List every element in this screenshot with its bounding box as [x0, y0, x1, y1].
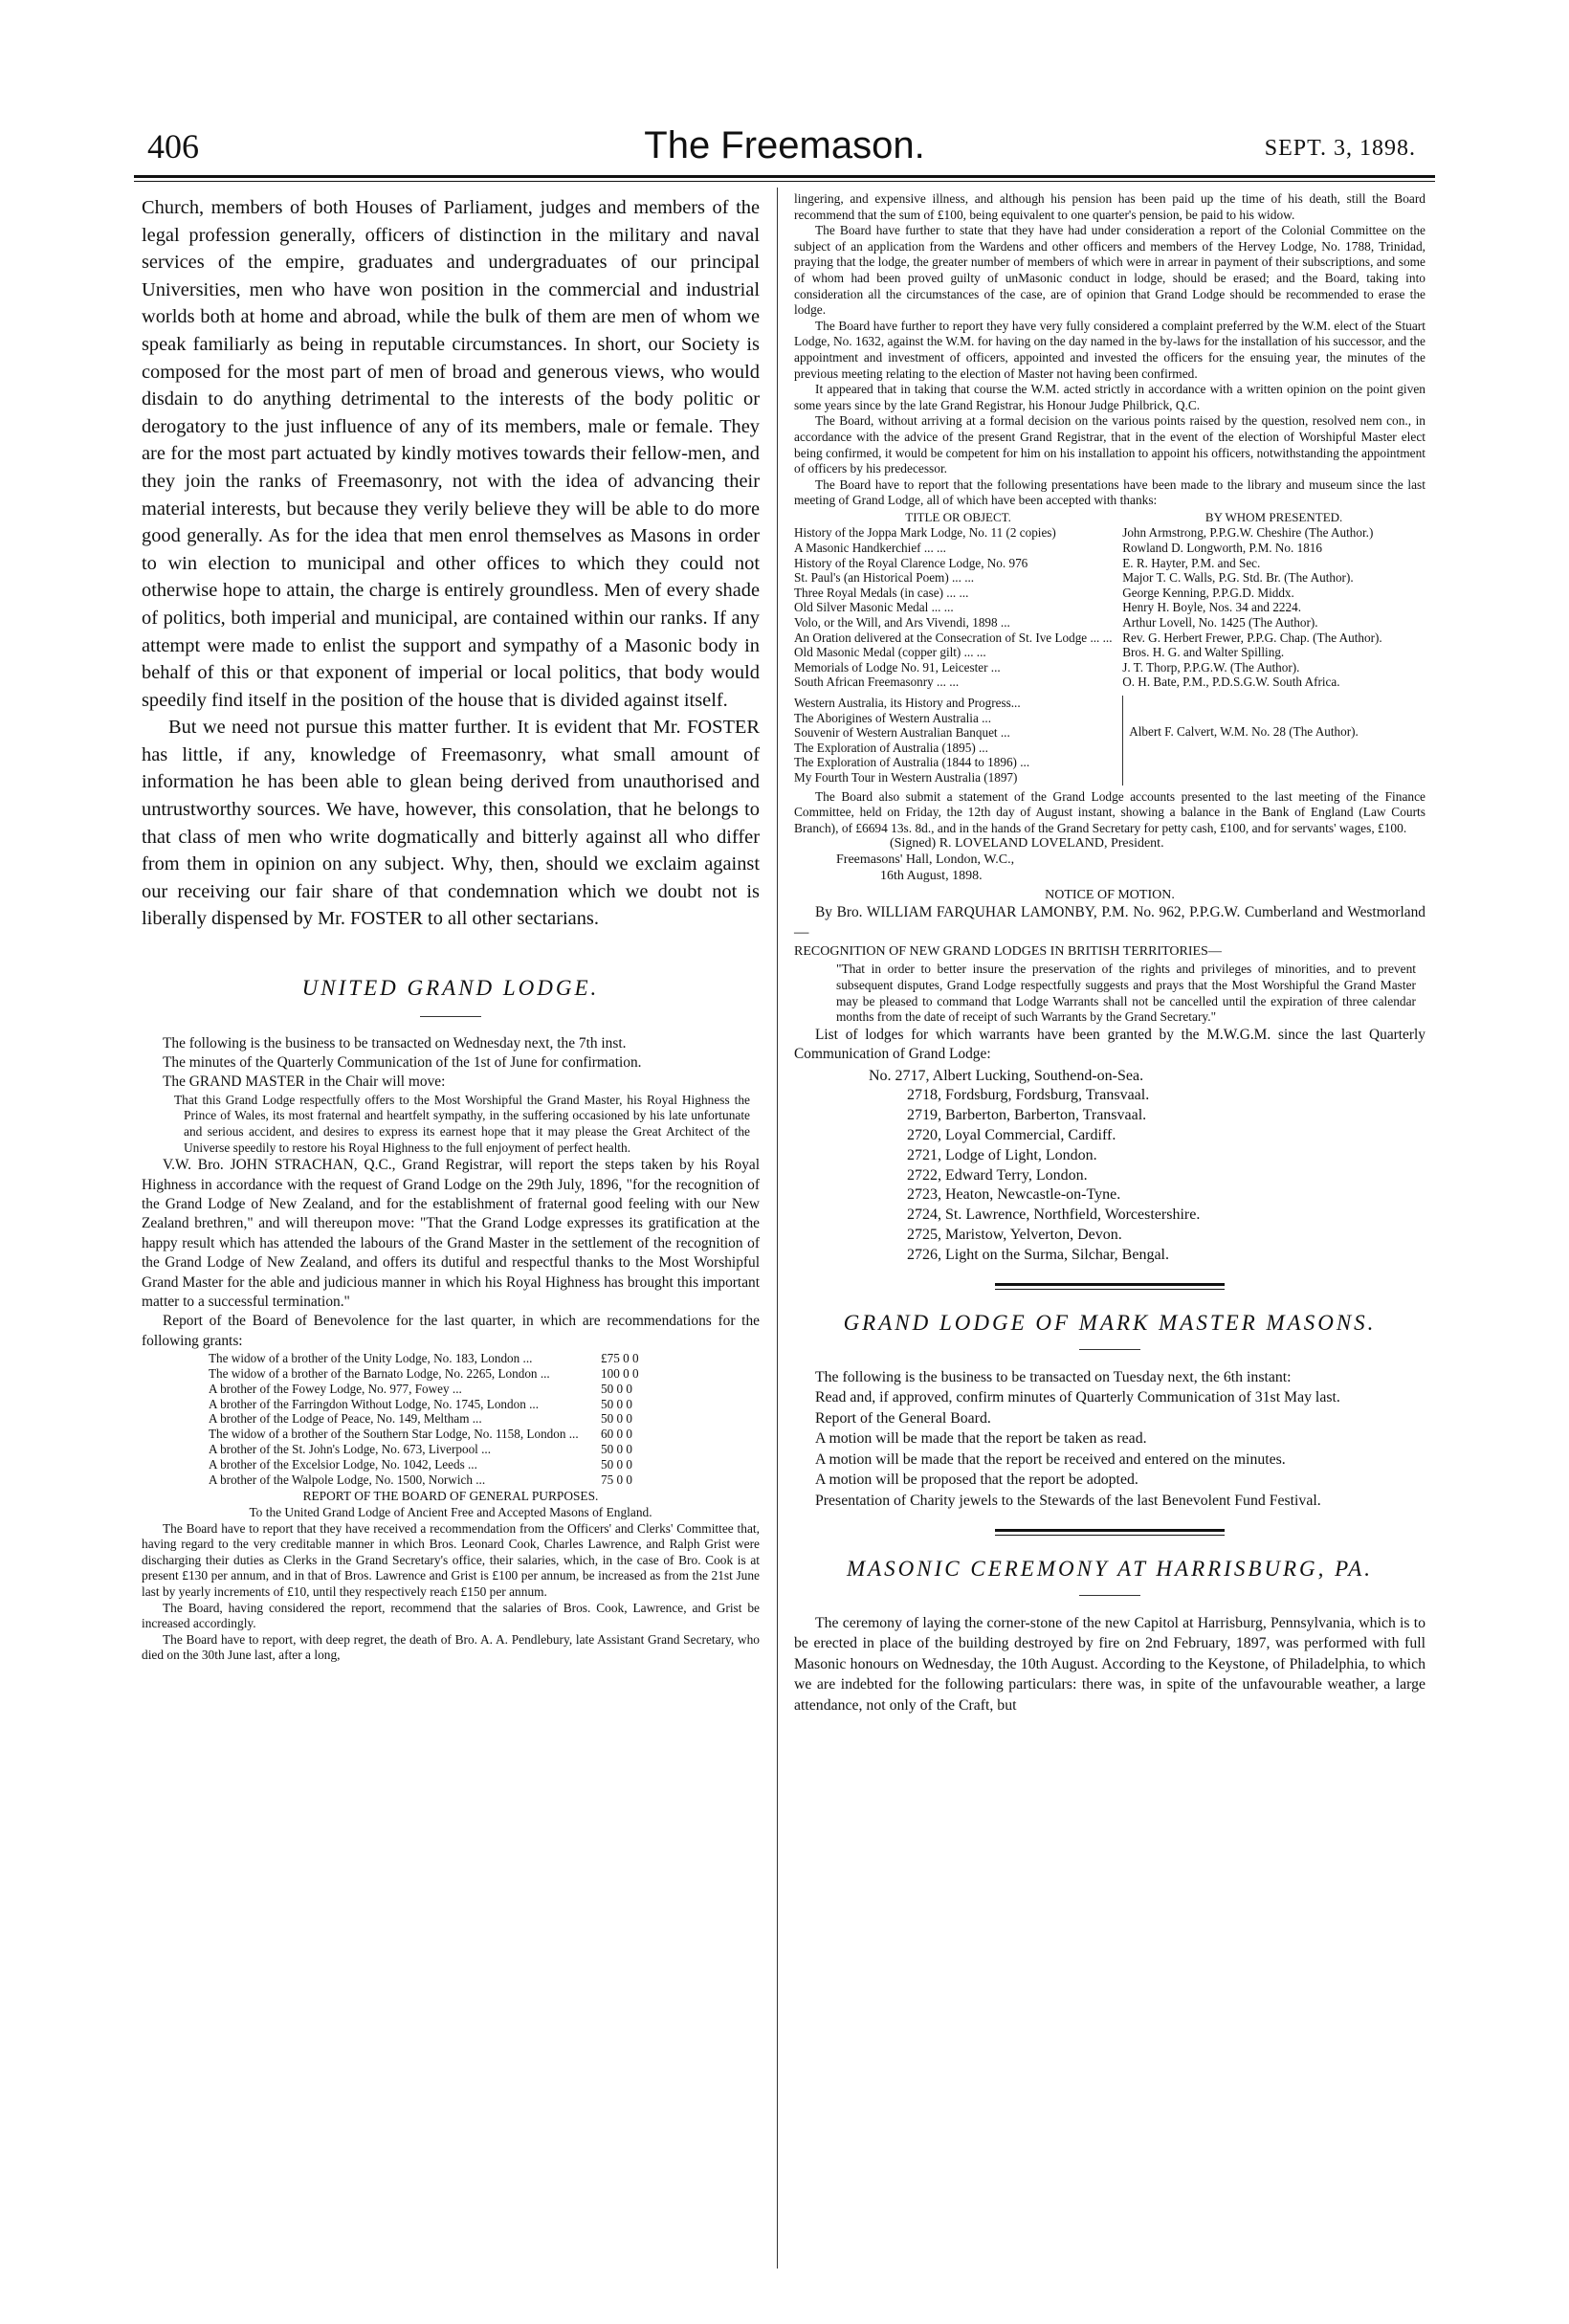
mark-paragraph: A motion will be proposed that the report be adopted. — [815, 1472, 1138, 1489]
lodge-item: 2722, Edward Terry, London. — [907, 1166, 1088, 1184]
presentation-row — [794, 660, 1425, 675]
presentations-table — [794, 509, 1425, 690]
lodge-list — [869, 1067, 1425, 1266]
presentation-donor: Rev. G. Herbert Frewer, P.P.G. Chap. (The Author). — [1122, 630, 1382, 645]
section-heading-harrisburg: MASONIC CEREMONY AT HARRISBURG, PA. — [846, 1556, 1374, 1581]
masthead-rule-thin — [134, 181, 1435, 182]
publication-title: The Freemason. — [644, 124, 925, 166]
report-paragraph: lingering, and expensive illness, and although his pension has been paid up the time of his death, still the Board recommend that the sum of £100, being equivalent to one quarter's pension, be paid to his widow. — [794, 191, 1425, 222]
registrar-block — [142, 1156, 760, 1351]
presentation-row — [794, 600, 1425, 615]
presentation-title: Three Royal Medals (in case) ... ... — [794, 585, 969, 600]
notice-by: By Bro. WILLIAM FARQUHAR LAMONBY, P.M. No. 962, P.P.G.W. Cumberland and Westmorland— — [794, 904, 1425, 941]
lodge-item: 2724, St. Lawrence, Northfield, Worcestershire. — [907, 1206, 1201, 1224]
masthead-rule — [134, 175, 1435, 178]
mark-paragraph: A motion will be made that the report be received and entered on the minutes. — [815, 1450, 1286, 1468]
benevolence-intro: Report of the Board of Benevolence for the last quarter, in which are recommendations for the following grants: — [142, 1313, 760, 1349]
united-grand-lodge-body — [142, 1034, 760, 1093]
report-continued — [794, 191, 1425, 509]
grant-amount: 75 0 0 — [601, 1472, 632, 1487]
motion-text: That this Grand Lodge respectfully offers to the Most Worshipful the Grand Master, his Royal Highness the Prince of Wales, its most fraternal and heartfelt sympathy, in the suffering occasioned by his late unfortunate and serious accident, and desires to express its earnest hope that it may please the Great Architect of the Universe speedily to restore his Royal Highness to the full enjoyment of perfect health. — [174, 1092, 750, 1155]
general-purposes-salute: To the United Grand Lodge of Ancient Free and Accepted Masons of England. — [249, 1505, 652, 1520]
grant-row — [209, 1427, 706, 1442]
presentation-donor: J. T. Thorp, P.P.G.W. (The Author). — [1122, 659, 1300, 675]
presentation-title: Memorials of Lodge No. 91, Leicester ... — [794, 659, 1001, 675]
grant-amount: 50 0 0 — [601, 1411, 632, 1427]
presentation-row — [794, 556, 1425, 571]
agenda-paragraph: The following is the business to be transacted on Wednesday next, the 7th inst. — [163, 1034, 627, 1051]
grant-recipient: A brother of the Fowey Lodge, No. 977, Fowey ... — [209, 1381, 462, 1396]
presentation-donor: Bros. H. G. and Walter Spilling. — [1122, 645, 1285, 660]
notice-block — [794, 903, 1425, 962]
western-australia-item: The Aborigines of Western Australia ... — [794, 710, 991, 725]
western-australia-item: My Fourth Tour in Western Australia (1897) — [794, 769, 1018, 785]
mark-paragraph: The following is the business to be transacted on Tuesday next, the 6th instant: — [815, 1368, 1292, 1385]
grant-recipient: A brother of the Lodge of Peace, No. 149, Meltham ... — [209, 1411, 482, 1427]
grant-recipient: A brother of the Excelsior Lodge, No. 1042, Leeds ... — [209, 1456, 477, 1472]
report-paragraph: The Board, without arriving at a formal decision on the various points raised by the question, resolved nem con., in accordance with the advice of the present Grand Registrar, that in the event of the election of Worshipful Master elect being confirmed, it would be competent for him on his installation to appoint his officers, notwithstanding the appointment of officers by his predecessor. — [794, 413, 1425, 476]
lodge-item: 2721, Lodge of Light, London. — [907, 1146, 1097, 1163]
grant-recipient: The widow of a brother of the Unity Lodge, No. 183, London ... — [209, 1351, 533, 1366]
western-australia-item: The Exploration of Australia (1844 to 1896) ... — [794, 755, 1030, 770]
article-paragraph: Church, members of both Houses of Parliament, judges and members of the legal profession generally, officers of distinction in the military and naval services of the empire, graduates and undergraduates of our principal Universities, men who have won position in the commercial and industrial worlds both at home and abroad, while the bulk of them are men of whom we speak familiarly as being in reputable circumstances. In short, our Society is composed for the most part of men of broad and generous views, who would disdain to do anything detrimental to the interests of the body politic or derogatory to the just influence of any of its members, male or female. They are for the most part actuated by kindly motives towards their fellow-men, and they join the ranks of Freemasonry, not with the idea of advancing their material interests, but because they verily believe they will be able to do more good generally. As for the idea that men enrol themselves as Masons in order to win election to municipal and other offices to which they could not otherwise hope to attain, the charge is entirely groundless. Men of every shade of politics, both imperial and municipal, are contained within our ranks. If any attempt were made to enlist the support and sympathy of a Masonic body in behalf of this or that exponent of imperial or local politics, that body would speedily find itself in the position of the house that is divided against itself. — [142, 197, 760, 711]
grant-row — [209, 1472, 706, 1488]
mark-paragraph: Report of the General Board. — [815, 1409, 991, 1427]
accounts-block — [794, 789, 1425, 885]
report-paragraph: It appeared that in taking that course the W.M. acted strictly in accordance with a written opinion on the point given some years since by the late Grand Registrar, his Honour Judge Philbrick, Q.C. — [794, 382, 1425, 412]
lodge-item: No. 2717, Albert Lucking, Southend-on-Sea. — [869, 1067, 1144, 1084]
report-paragraph: The Board have to report that the following presentations have been made to the library and museum since the last meeting of Grand Lodge, all of which have been accepted with thanks: — [794, 476, 1425, 508]
mark-masons-body — [794, 1367, 1425, 1512]
grant-amount: 50 0 0 — [601, 1442, 632, 1457]
section-double-rule — [995, 1529, 1225, 1536]
lodge-item: 2725, Maristow, Yelverton, Devon. — [907, 1226, 1122, 1243]
report-paragraph: The Board have further to report they have very fully considered a complaint preferred by the W.M. elect of the Stuart Lodge, No. 1632, against the W.M. for having on the day named in the by-laws for the installation of his successor, and the appointment and investment of officers, appointed and invested the officers for the ensuing year, the minutes of the previous meeting relating to the election of Master not having been confirmed. — [794, 318, 1425, 381]
presentation-donor: O. H. Bate, P.M., P.D.S.G.W. South Africa. — [1122, 675, 1340, 690]
grant-row — [209, 1457, 706, 1472]
presentation-title: South African Freemasonry ... ... — [794, 675, 960, 690]
grant-recipient: A brother of the St. John's Lodge, No. 673, Liverpool ... — [209, 1442, 492, 1457]
lodge-item: 2723, Heaton, Newcastle-on-Tyne. — [907, 1186, 1121, 1204]
grant-recipient: The widow of a brother of the Barnato Lodge, No. 2265, London ... — [209, 1366, 550, 1382]
presentation-title: St. Paul's (an Historical Poem) ... ... — [794, 570, 975, 586]
page-number: 406 — [147, 127, 199, 166]
harrisburg-paragraph: The ceremony of laying the corner-stone of the new Capitol at Harrisburg, Pennsylvania, which is to be erected in place of the building destroyed by fire on 2nd February, 1897, was performed with full Masonic honours on Wednesday, the 10th August. According to the Keystone, of Philadelphia, to which we are indebted for the following particulars: there was, in spite of the unfavourable weather, a large attendance, not only of the Craft, but — [794, 1614, 1425, 1715]
agenda-paragraph: The minutes of the Quarterly Communication of the 1st of June for confirmation. — [163, 1054, 642, 1072]
grant-amount: £75 0 0 — [601, 1351, 639, 1366]
western-australia-item: The Exploration of Australia (1895) ... — [794, 740, 988, 755]
presentation-row — [794, 525, 1425, 541]
right-column — [794, 191, 1425, 1716]
presentation-donor: Major T. C. Walls, P.G. Std. Br. (The Author). — [1122, 570, 1354, 586]
grant-amount: 50 0 0 — [601, 1456, 632, 1472]
grant-row — [209, 1351, 706, 1366]
presentation-title: Volo, or the Will, and Ars Vivendi, 1898 ... — [794, 615, 1010, 631]
grant-amount: 60 0 0 — [601, 1427, 632, 1442]
mark-paragraph: Presentation of Charity jewels to the Stewards of the last Benevolent Fund Festival. — [815, 1493, 1321, 1510]
grants-table — [209, 1351, 706, 1487]
presentation-title: History of the Joppa Mark Lodge, No. 11 (2 copies) — [794, 525, 1056, 541]
presentation-row — [794, 645, 1425, 660]
report-paragraph: The Board have further to state that they have had under consideration a report of the Colonial Committee on the subject of an application from the Wardens and other officers and members of the Hervey Lodge, No. 1788, Trinidad, praying that the lodge, the greater number of members of which were in arrear in payment of their subscriptions, and some of whom had been proved guilty of unMasonic conduct in lodge, should be erased; and the Board, taking into consideration all the circumstances of the case, are of opinion that Grand Lodge should be recommended to erase the lodge. — [794, 223, 1425, 318]
western-australia-donor: Albert F. Calvert, W.M. No. 28 (The Author). — [1129, 724, 1359, 739]
grant-recipient: A brother of the Farringdon Without Lodge, No. 1745, London ... — [209, 1396, 539, 1411]
mark-paragraph: Read and, if approved, confirm minutes of Quarterly Communication of 31st May last. — [815, 1389, 1340, 1406]
report-paragraph: The Board, having considered the report, recommend that the salaries of Bros. Cook, Lawrence, and Grist be increased accordingly. — [142, 1600, 760, 1631]
section-rule — [420, 1016, 481, 1017]
recognition-heading: RECOGNITION OF NEW GRAND LODGES IN BRITISH TERRITORIES— — [794, 943, 1222, 959]
presentation-title: History of the Royal Clarence Lodge, No. 976 — [794, 555, 1028, 570]
presentation-donor: George Kenning, P.P.G.D. Middx. — [1122, 585, 1294, 600]
presentations-col-title: TITLE OR OBJECT. — [905, 509, 1011, 524]
notice-heading: NOTICE OF MOTION. — [1045, 888, 1175, 903]
western-australia-item: Souvenir of Western Australian Banquet ... — [794, 725, 1010, 741]
grant-row — [209, 1397, 706, 1412]
presentation-donor: E. R. Hayter, P.M. and Sec. — [1122, 555, 1261, 570]
presentation-row — [794, 675, 1425, 690]
presentation-row — [794, 570, 1425, 586]
warrants-block — [794, 1026, 1425, 1065]
report-paragraph: The Board have to report that they have received a recommendation from the Officers' and Clerks' Committee that, having regard to the very creditable manner in which Bros. Leonard Cook, Charles Lawrence, and Ralph Grist were discharging their duties as Clerks in the Grand Secretary's office, their salaries, which, in the case of Bro. Cook is at present £130 per annum, and in that of Bros. Lawrence and Grist is £100 per annum, be increased as from the 21st June last by yearly increments of £10, until they respectively reach £150 per annum. — [142, 1520, 760, 1600]
report-paragraph: The Board have to report, with deep regret, the death of Bro. A. A. Pendlebury, late Assistant Grand Secretary, who died on the 30th June last, after a long, — [142, 1631, 760, 1663]
general-purposes-heading: REPORT OF THE BOARD OF GENERAL PURPOSES. — [302, 1489, 599, 1504]
section-heading-mark-masons: GRAND LODGE OF MARK MASTER MASONS. — [843, 1310, 1377, 1335]
agenda-paragraph: The GRAND MASTER in the Chair will move: — [163, 1073, 446, 1091]
presentation-title: Old Silver Masonic Medal ... ... — [794, 600, 954, 615]
masthead — [134, 115, 1435, 172]
presentation-title: An Oration delivered at the Consecration of St. Ive Lodge ... ... — [794, 630, 1113, 645]
presentation-donor: Arthur Lovell, No. 1425 (The Author). — [1122, 615, 1318, 631]
address-date: 16th August, 1898. — [880, 868, 983, 883]
signature: (Signed) R. LOVELAND LOVELAND, President. — [890, 836, 1164, 852]
grant-row — [209, 1382, 706, 1397]
section-rule — [1079, 1349, 1140, 1350]
section-rule — [1079, 1595, 1140, 1596]
presentation-row — [794, 615, 1425, 631]
lodge-item: 2719, Barberton, Barberton, Transvaal. — [907, 1107, 1147, 1124]
grant-row — [209, 1366, 706, 1382]
lodge-item: 2720, Loyal Commercial, Cardiff. — [907, 1126, 1116, 1143]
address-line: Freemasons' Hall, London, W.C., — [836, 852, 1015, 867]
presentation-donor: Henry H. Boyle, Nos. 34 and 2224. — [1122, 600, 1301, 615]
presentation-row — [794, 541, 1425, 556]
grant-amount: 50 0 0 — [601, 1381, 632, 1396]
presentation-title: A Masonic Handkerchief ... ... — [794, 541, 946, 556]
western-australia-items — [794, 696, 1123, 786]
presentation-title: Old Masonic Medal (copper gilt) ... ... — [794, 645, 986, 660]
grant-row — [209, 1442, 706, 1457]
presentation-row — [794, 631, 1425, 646]
article-paragraph: But we need not pursue this matter further. It is evident that Mr. FOSTER has little, if any, knowledge of Freemasonry, what small amount of information he has been able to glean being derived from unauthorised and untrustworthy sources. We have, however, this consolation, that he belongs to that class of men who write dogmatically and bitterly against all who differ from them in opinion on any subject. Why, then, should we exclaim against our receiving our fair share of that condemnation which we doubt not is liberally dispensed by Mr. FOSTER to all other sectarians. — [142, 717, 760, 930]
section-heading-united-grand-lodge: UNITED GRAND LODGE. — [301, 976, 600, 1001]
grant-amount: 100 0 0 — [601, 1366, 639, 1382]
issue-date: SEPT. 3, 1898. — [1264, 136, 1416, 161]
general-purposes-body — [142, 1521, 760, 1664]
section-double-rule — [995, 1283, 1225, 1290]
recognition-text: "That in order to better insure the preservation of the rights and privileges of minorities, and to prevent subsequent disputes, Grand Lodge respectfully suggests and prays that the Most Worshipful the Grand Master may be pleased to command that Lodge Warrants shall not be cancelled until the expiration of three calendar months from the date of receipt of such Warrants by the Grand Secretary." — [836, 962, 1416, 1025]
grant-amount: 50 0 0 — [601, 1396, 632, 1411]
harrisburg-body — [794, 1613, 1425, 1716]
lodge-item: 2718, Fordsburg, Fordsburg, Transvaal. — [907, 1087, 1150, 1104]
grant-row — [209, 1411, 706, 1427]
lodge-item: 2726, Light on the Surma, Silchar, Bengal. — [907, 1246, 1169, 1263]
grant-recipient: The widow of a brother of the Southern Star Lodge, No. 1158, London ... — [209, 1427, 579, 1442]
western-australia-item: Western Australia, its History and Progress... — [794, 696, 1021, 710]
mark-paragraph: A motion will be made that the report be taken as read. — [815, 1430, 1147, 1448]
presentation-row — [794, 586, 1425, 601]
grant-recipient: A brother of the Walpole Lodge, No. 1500, Norwich ... — [209, 1472, 486, 1487]
presentations-col-by: BY WHOM PRESENTED. — [1204, 509, 1343, 524]
presentation-donor: John Armstrong, P.P.G.W. Cheshire (The Author.) — [1122, 525, 1374, 541]
column-divider — [777, 188, 778, 2269]
left-column — [142, 194, 760, 1664]
warrants-intro: List of lodges for which warrants have been granted by the M.W.G.M. since the last Quarterly Communication of Grand Lodge: — [794, 1026, 1425, 1063]
accounts-paragraph: The Board also submit a statement of the Grand Lodge accounts presented to the last meeting of the Finance Committee, held on Friday, the 12th day of August instant, showing a balance in the Bank of England (Law Courts Branch), of £6694 13s. 8d., and in the hands of the Grand Secretary for petty cash, £100, and for servants' wages, £100. — [794, 788, 1425, 835]
presentation-donor: Rowland D. Longworth, P.M. No. 1816 — [1122, 541, 1322, 556]
registrar-paragraph: V.W. Bro. JOHN STRACHAN, Q.C., Grand Registrar, will report the steps taken by his Royal Highness in accordance with the request of Grand Lodge on the 29th July, 1896, "for the recognition of the Grand Lodge of New Zealand, and for the establishment of fraternal good feeling with our New Zealand brethren," and will thereupon move: "That the Grand Lodge expresses its gratification at the happy result which has attended the labours of the Grand Master in the settlement of the recognition of the Grand Lodge of New Zealand, and offers its dutiful and respectful thanks to the Most Worshipful Grand Master for the able and judicious manner in which his Royal Highness has brought this important matter to a successful termination." — [142, 1157, 760, 1311]
western-australia-group — [794, 696, 1425, 786]
